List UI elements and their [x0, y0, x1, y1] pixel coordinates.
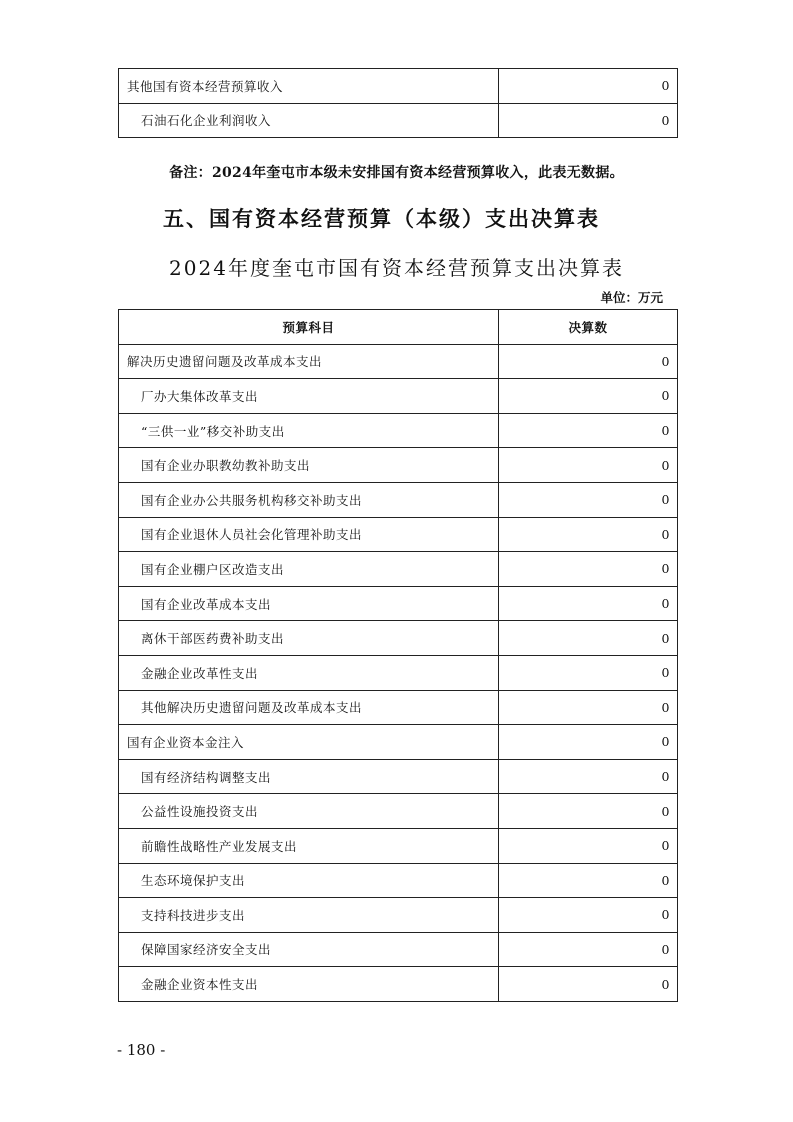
row-value: 0: [499, 379, 678, 414]
table-row: [119, 794, 678, 829]
table-row: [119, 379, 678, 414]
row-name: 前瞻性战略性产业发展支出: [119, 828, 499, 863]
income-table-continuation: [118, 68, 678, 138]
row-name: 国有企业退休人员社会化管理补助支出: [119, 517, 499, 552]
row-name: 国有企业办职教幼教补助支出: [119, 448, 499, 483]
row-value: 0: [499, 621, 678, 656]
table-row: [119, 725, 678, 760]
table-row: [119, 552, 678, 587]
row-value: 0: [499, 967, 678, 1002]
page-number: - 180 -: [117, 1041, 166, 1059]
row-name: 支持科技进步支出: [119, 898, 499, 933]
row-name: 公益性设施投资支出: [119, 794, 499, 829]
table-row: [119, 690, 678, 725]
unit-label: 单位：万元: [600, 290, 663, 305]
table-row: [119, 482, 678, 517]
table-row: [119, 413, 678, 448]
row-name: 国有企业办公共服务机构移交补助支出: [119, 482, 499, 517]
row-value: 0: [499, 103, 678, 138]
row-value: 0: [499, 932, 678, 967]
row-name: 保障国家经济安全支出: [119, 932, 499, 967]
row-value: 0: [499, 759, 678, 794]
row-name: 国有企业棚户区改造支出: [119, 552, 499, 587]
expenditure-table: [118, 309, 678, 1002]
table-row: [119, 759, 678, 794]
row-name: 国有企业资本金注入: [119, 725, 499, 760]
table-row: [119, 344, 678, 379]
row-value: 0: [499, 828, 678, 863]
table-row: [119, 898, 678, 933]
row-name: 离休干部医药费补助支出: [119, 621, 499, 656]
row-value: 0: [499, 69, 678, 104]
row-name: 国有经济结构调整支出: [119, 759, 499, 794]
row-value: 0: [499, 344, 678, 379]
row-value: 0: [499, 794, 678, 829]
row-value: 0: [499, 517, 678, 552]
table-title: 2024年度奎屯市国有资本经营预算支出决算表: [169, 256, 624, 280]
row-value: 0: [499, 690, 678, 725]
row-name: 金融企业资本性支出: [119, 967, 499, 1002]
row-name: 其他解决历史遗留问题及改革成本支出: [119, 690, 499, 725]
row-name: 石油石化企业利润收入: [119, 103, 499, 138]
table-row: [119, 967, 678, 1002]
column-header-item: 预算科目: [119, 310, 499, 345]
column-header-amount: 决算数: [499, 310, 678, 345]
remark-note: 备注：2024年奎屯市本级未安排国有资本经营预算收入，此表无数据。: [169, 165, 624, 181]
row-name: 生态环境保护支出: [119, 863, 499, 898]
row-value: 0: [499, 898, 678, 933]
row-value: 0: [499, 413, 678, 448]
table-row: [119, 828, 678, 863]
table-row: [119, 517, 678, 552]
row-value: 0: [499, 552, 678, 587]
row-name: “三供一业”移交补助支出: [119, 413, 499, 448]
table-row: [119, 655, 678, 690]
row-value: 0: [499, 482, 678, 517]
table-row: [119, 621, 678, 656]
row-name: 国有企业改革成本支出: [119, 586, 499, 621]
row-value: 0: [499, 863, 678, 898]
row-name: 其他国有资本经营预算收入: [119, 69, 499, 104]
row-value: 0: [499, 586, 678, 621]
row-value: 0: [499, 448, 678, 483]
table-header-row: [119, 310, 678, 345]
row-value: 0: [499, 725, 678, 760]
row-name: 金融企业改革性支出: [119, 655, 499, 690]
section-title: 五、国有资本经营预算（本级）支出决算表: [163, 206, 600, 231]
row-name: 解决历史遗留问题及改革成本支出: [119, 344, 499, 379]
table-row: [119, 586, 678, 621]
row-name: 厂办大集体改革支出: [119, 379, 499, 414]
table-row: [119, 448, 678, 483]
table-row: [119, 863, 678, 898]
table-row: [119, 932, 678, 967]
table-row: [119, 69, 678, 104]
table-row: [119, 103, 678, 138]
row-value: 0: [499, 655, 678, 690]
